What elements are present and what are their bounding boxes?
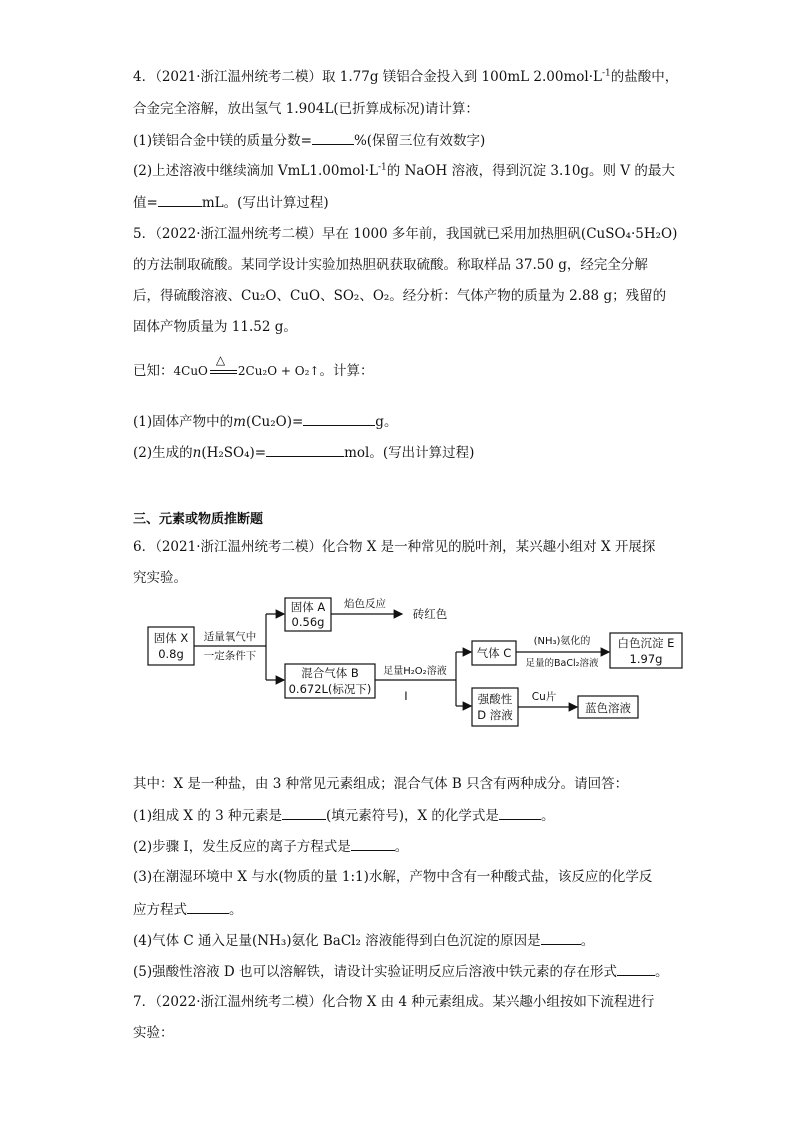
q4-text: 4．（2021·浙江温州统考二模）取 1.77g 镁铝合金投入到 100mL 2.00mol·L <box>133 69 602 85</box>
known-prefix: 已知： <box>133 363 174 379</box>
q7-line-2: 实验： <box>133 1025 174 1041</box>
equals-line-bottom <box>210 373 237 374</box>
label-flame-test: 焰色反应 <box>344 598 386 610</box>
q6-s4-end: 。 <box>580 933 595 949</box>
answer-blank[interactable] <box>499 806 541 820</box>
q6-s1-end: 。 <box>540 808 555 824</box>
q5-line-1: 5．（2022·浙江温州统考二模）早在 1000 多年前，我国就已采用加热胆矾(CuSO₄·5H₂O) <box>133 226 678 242</box>
q6-line-2: 究实验。 <box>133 570 187 586</box>
label-gas-c: 气体 C <box>476 646 512 660</box>
label-oxygen: 适量氧气中 <box>203 631 257 643</box>
q6-s5-text: (5)强酸性溶液 D 也可以溶解铁，请设计实验证明反应后溶液中铁元素的存在形式 <box>133 964 618 980</box>
q5-p2-unit: mol。(写出计算过程) <box>344 445 475 461</box>
heat-condition <box>208 352 238 379</box>
q4-part-2-cont <box>133 193 329 212</box>
q5-part-1 <box>133 412 397 431</box>
q5-line-4: 固体产物质量为 11.52 g。 <box>133 319 297 335</box>
q5-p1-unit: g。 <box>375 414 398 430</box>
q4-p2-text-b: 的 NaOH 溶液，得到沉淀 3.10g。则 V 的最大 <box>386 163 675 179</box>
answer-blank[interactable] <box>312 131 354 145</box>
label-solid-a: 固体 A <box>290 600 326 614</box>
q5-p1-m: m <box>233 414 246 430</box>
answer-blank[interactable] <box>541 931 581 945</box>
answer-blank[interactable] <box>158 193 202 207</box>
q5-line-2: 的方法制取硫酸。某同学设计实验加热胆矾获取硫酸。称取样品 37.50 g，经完全分解 <box>133 257 648 273</box>
q4-part-1 <box>133 131 485 150</box>
q4-p2-d: mL。(写出计算过程) <box>201 195 329 211</box>
answer-blank[interactable] <box>617 962 655 976</box>
label-strong-acid: 强酸性 <box>477 692 513 706</box>
label-h2o2: 足量H₂O₂溶液 <box>383 666 447 677</box>
label-solid-x-mass: 0.8g <box>158 647 184 661</box>
label-cu-sheet: Cu片 <box>531 691 557 703</box>
q6-description: 其中：X 是一种盐，由 3 种常见元素组成；混合气体 B 只含有两种成分。请回答： <box>133 776 629 792</box>
label-precipitate-mass: 1.97g <box>629 652 663 666</box>
heat-symbol: △ <box>215 352 226 367</box>
q4-p1-tail: %(保留三位有效数字) <box>353 133 486 149</box>
q6-s3-end: 。 <box>229 902 243 918</box>
q4-line-2: 合金完全溶解，放出氢气 1.904L(已折算成标况)请计算： <box>133 101 479 117</box>
q5-p1-formula: (Cu₂O)= <box>245 414 304 430</box>
answer-blank[interactable] <box>282 806 326 820</box>
q4-sup: -1 <box>601 68 611 79</box>
q4-part-2 <box>133 162 675 180</box>
label-step-i: I <box>404 689 408 703</box>
q6-sub-3: (3)在潮湿环境中 X 与水(物质的量 1:1)水解，产物中含有一种酸式盐，该反应的化学反 <box>133 869 653 885</box>
q4-line-1 <box>133 68 678 86</box>
q6-s1-text: (1)组成 X 的 3 种元素是 <box>133 808 282 824</box>
q4-p2-sup: -1 <box>378 162 387 173</box>
q6-sub-1 <box>133 806 554 825</box>
label-brick-red: 砖红色 <box>412 607 448 621</box>
label-solid-a-mass: 0.56g <box>291 615 325 629</box>
label-ammoniated: (NH₃)氨化的 <box>533 636 591 647</box>
answer-blank[interactable] <box>303 412 375 426</box>
q5-known-equation <box>133 352 374 380</box>
q6-s4-text: (4)气体 C 通入足量(NH₃)氨化 BaCl₂ 溶液能得到白色沉淀的原因是 <box>133 933 541 949</box>
q4-p1-text: (1)镁铝合金中镁的质量分数= <box>133 133 312 149</box>
q6-s1-text-b: (填元素符号)，X 的化学式是 <box>326 808 499 824</box>
equals-line-top <box>210 370 237 371</box>
q7-line-1: 7．（2022·浙江温州统考二模）化合物 X 由 4 种元素组成。某兴趣小组按如下流程进行 <box>133 994 655 1010</box>
q6-sub-2 <box>133 837 408 856</box>
label-blue-solution: 蓝色溶液 <box>585 701 631 715</box>
answer-blank[interactable] <box>266 443 344 457</box>
label-precipitate-e: 白色沉淀 E <box>617 636 675 650</box>
label-condition: 一定条件下 <box>203 650 257 662</box>
section-title: 三、元素或物质推断题 <box>133 512 264 527</box>
q5-part-2 <box>133 443 474 462</box>
equation-right: 2Cu₂O + O₂↑ <box>237 364 320 378</box>
q5-p1-text: (1)固体产物中的 <box>133 414 234 430</box>
q6-s5-end: 。 <box>655 964 669 980</box>
equation-left: 4CuO <box>173 364 208 378</box>
q6-line-1: 6．（2021·浙江温州统考二模）化合物 X 是一种常见的脱叶剂，某兴趣小组对 X 开展探 <box>133 539 656 555</box>
q6-s3-text-b: 应方程式 <box>133 902 187 918</box>
answer-blank[interactable] <box>351 837 395 851</box>
known-suffix: 。计算： <box>319 363 374 379</box>
q4-p2-text: (2)上述溶液中继续滴加 VmL1.00mol·L <box>133 163 378 179</box>
label-bacl2: 足量的BaCl₂溶液 <box>525 658 599 669</box>
q6-s2-text: (2)步骤 I，发生反应的离子方程式是 <box>133 839 351 855</box>
q4-text-end: 的盐酸中， <box>610 69 679 85</box>
q6-sub-3-cont <box>133 900 243 919</box>
q6-flow-diagram <box>140 590 690 735</box>
label-gas-b: 混合气体 B <box>301 666 359 680</box>
q6-sub-5 <box>133 962 669 981</box>
q4-p2-c: 值= <box>133 195 158 211</box>
q5-p2-text: (2)生成的 <box>133 445 193 461</box>
q5-p2-formula: (H₂SO₄)= <box>201 445 267 461</box>
answer-blank[interactable] <box>187 900 229 914</box>
q6-s2-end: 。 <box>394 839 409 855</box>
q5-p2-n: n <box>192 445 202 461</box>
label-solution-d: D 溶液 <box>477 708 513 722</box>
label-solid-x: 固体 X <box>153 631 189 645</box>
q6-sub-4 <box>133 931 594 950</box>
q5-line-3: 后，得硫酸溶液、Cu₂O、CuO、SO₂、O₂。经分析：气体产物的质量为 2.88 g；残留的 <box>133 288 667 304</box>
label-gas-b-volume: 0.672L(标况下) <box>288 682 372 696</box>
